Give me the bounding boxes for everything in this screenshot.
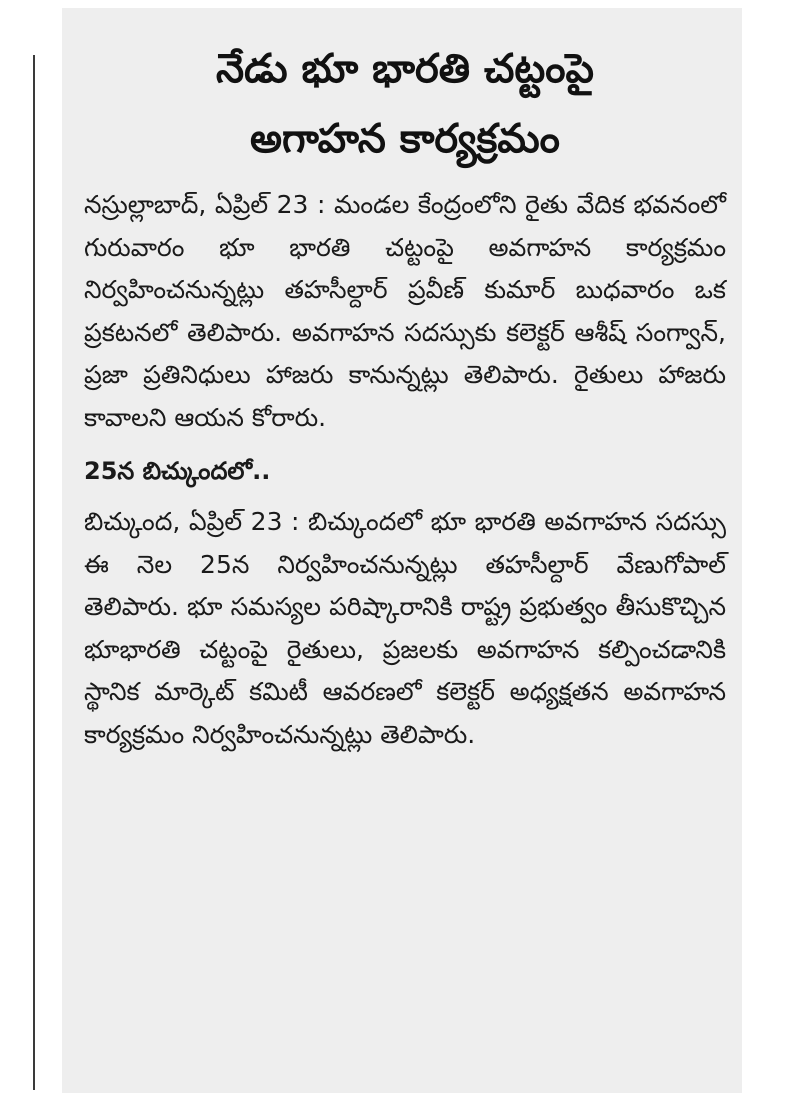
column-divider-line (33, 55, 35, 1090)
article-paragraph-2: బిచ్కుంద, ఏప్రిల్ 23 : బిచ్కుందలో భూ భారతి అవగాహన సదస్సు ఈ నెల 25న నిర్వహించనున్నట్లు తహసీల్దార్ వేణుగోపాల్ తెలిపారు. భూ సమస్యల పరిష్కారానికి రాష్ట్ర ప్రభుత్వం తీసుకొచ్చిన భూభారతి చట్టంపై రైతులు, ప్రజలకు అవగాహన కల్పించడానికి స్థానిక మార్కెట్ కమిటీ ఆవరణలో కలెక్టర్ అధ్యక్షతన అవగాహన కార్యక్రమం నిర్వహించనున్నట్లు తెలిపారు. (84, 507, 726, 749)
headline (84, 36, 726, 176)
article-paragraph-1: నస్రుల్లాబాద్, ఏప్రిల్ 23 : మండల కేంద్రంలోని రైతు వేదిక భవనంలో గురువారం భూ భారతి చట్టంపై అవగాహన కార్యక్రమం నిర్వహించనున్నట్లు తహసీల్దార్ ప్రవీణ్ కుమార్ బుధవారం ఒక ప్రకటనలో తెలిపారు. అవగాహన సదస్సుకు కలెక్టర్ ఆశీష్ సంగ్వాన్, ప్రజా ప్రతినిధులు హాజరు కానున్నట్లు తెలిపారు. రైతులు హాజరు కావాలని ఆయన కోరారు. (84, 190, 726, 432)
sub-heading: 25న బిచ్కుందలో.. (84, 457, 271, 485)
headline-line-2: అగాహన కార్యక్రమం (250, 116, 560, 162)
newspaper-clipping (62, 8, 742, 1093)
headline-line-1: నేడు భూ భారతి చట్టంపై (216, 46, 594, 92)
